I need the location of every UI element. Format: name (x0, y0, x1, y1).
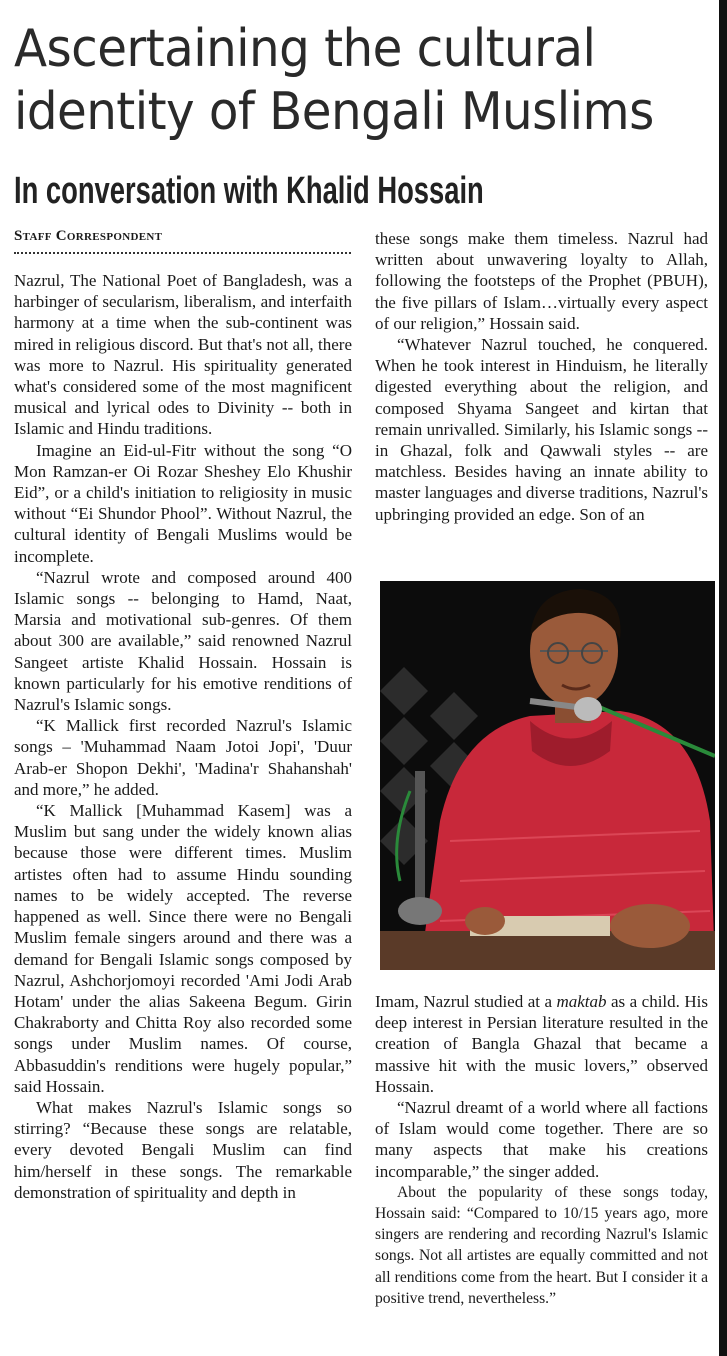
headline: Ascertaining the cultural identity of Bengali Muslims (14, 19, 654, 142)
byline-divider (14, 252, 351, 254)
byline: Staff Correspondent (14, 228, 163, 244)
paragraph: “K Mallick [Muhammad Kasem] was a Muslim but sang under the widely known alias because those were different times. Muslim artistes often had to assume Hindu sounding names to be widely accepted. The reverse happened as well. Since there were no Bengali Muslim female singers around and there was a demand for Bengali Islamic songs composed by Nazrul, Ashchorjomoyi recorded 'Ami Jodi Arab Hotam' under the alias Sakeena Begum. Girin Chakraborty and Chitta Roy also recorded some songs under Muslim names. Of course, Abbasuddin's renditions were hugely popular,” said Hossain. (14, 801, 352, 1096)
paragraph: these songs make them timeless. Nazrul had written about unwavering loyalty to Allah, following the footsteps of the Prophet (PBUH), the five pillars of Islam…virtually every aspect of our religion,” Hossain said. (375, 229, 708, 333)
paragraph: What makes Nazrul's Islamic songs so stirring? “Because these songs are relatable, every devoted Bengali Muslim can find him/herself in these songs. The remarkable demonstration of spirituality and depth in (14, 1097, 352, 1202)
singer-illustration (380, 581, 715, 970)
emphasis: maktab (556, 992, 607, 1011)
paragraph: “Nazrul wrote and composed around 400 Islamic songs -- belonging to Hamd, Naat, Marsia and motivational sub-genres. Of them about 300 are available,” said renowned Nazrul Sangeet artiste Khalid Hossain. Hossain is known particularly for his emotive renditions of Nazrul's Islamic songs. (14, 567, 352, 715)
paragraph-text: Imam, Nazrul studied at a (375, 992, 557, 1011)
subheadline: In conversation with Khalid Hossain (14, 170, 484, 212)
singer-photo (380, 581, 715, 970)
column-1 (14, 270, 352, 1203)
paragraph: About the popularity of these songs today, Hossain said: “Compared to 10/15 years ago, more singers are rendering and recording Nazrul's Islamic songs. Not all artistes are equally committed and not all renditions come from the heart. But I consider it a positive trend, nevertheless.” (375, 1183, 708, 1307)
paragraph-text: as a child. His deep interest in Persian literature resulted in the creation of Bangla Ghazal that became a massive hit with the music lovers,” observed Hossain. (375, 992, 708, 1096)
paragraph: Nazrul, The National Poet of Bangladesh, was a harbinger of secularism, liberalism, and interfaith harmony at a time when the sub-continent was mired in religious discord. But that's not all, there was more to Nazrul. His spirituality generated what's considered some of the most magnificent musical and lyrical odes to Divinity -- both in Islamic and Hindu traditions. (14, 271, 352, 439)
paragraph: Imagine an Eid-ul-Fitr without the song “O Mon Ramzan-er Oi Rozar Sheshey Elo Khushir Eid”, or a child's initiation to religiosity in music without “Ei Shundor Phool”. Without Nazrul, the cultural identity of Bengali Muslims would be incomplete. (14, 440, 352, 566)
column-2 (375, 228, 708, 525)
column-3 (375, 991, 708, 1309)
paragraph (375, 991, 708, 1097)
paragraph: “Nazrul dreamt of a world where all factions of Islam would come together. There are so many aspects that make his creations incomparable,” the singer added. (375, 1098, 708, 1181)
paragraph: “K Mallick first recorded Nazrul's Islamic songs – 'Muhammad Naam Jotoi Jopi', 'Duur Arab-er Shopon Dekhi', 'Madina'r Shahanshah' and more,” he added. (14, 716, 352, 799)
page-edge-bar (719, 0, 727, 1356)
paragraph: “Whatever Nazrul touched, he conquered. When he took interest in Hinduism, he literally digested everything about the religion, and composed Shyama Sangeet and kirtan that remain unrivalled. Similarly, his Islamic songs -- in Ghazal, folk and Qawwali styles -- are matchless. Besides having an innate ability to master languages and diverse traditions, Nazrul's upbringing provided an edge. Son of an (375, 335, 708, 524)
